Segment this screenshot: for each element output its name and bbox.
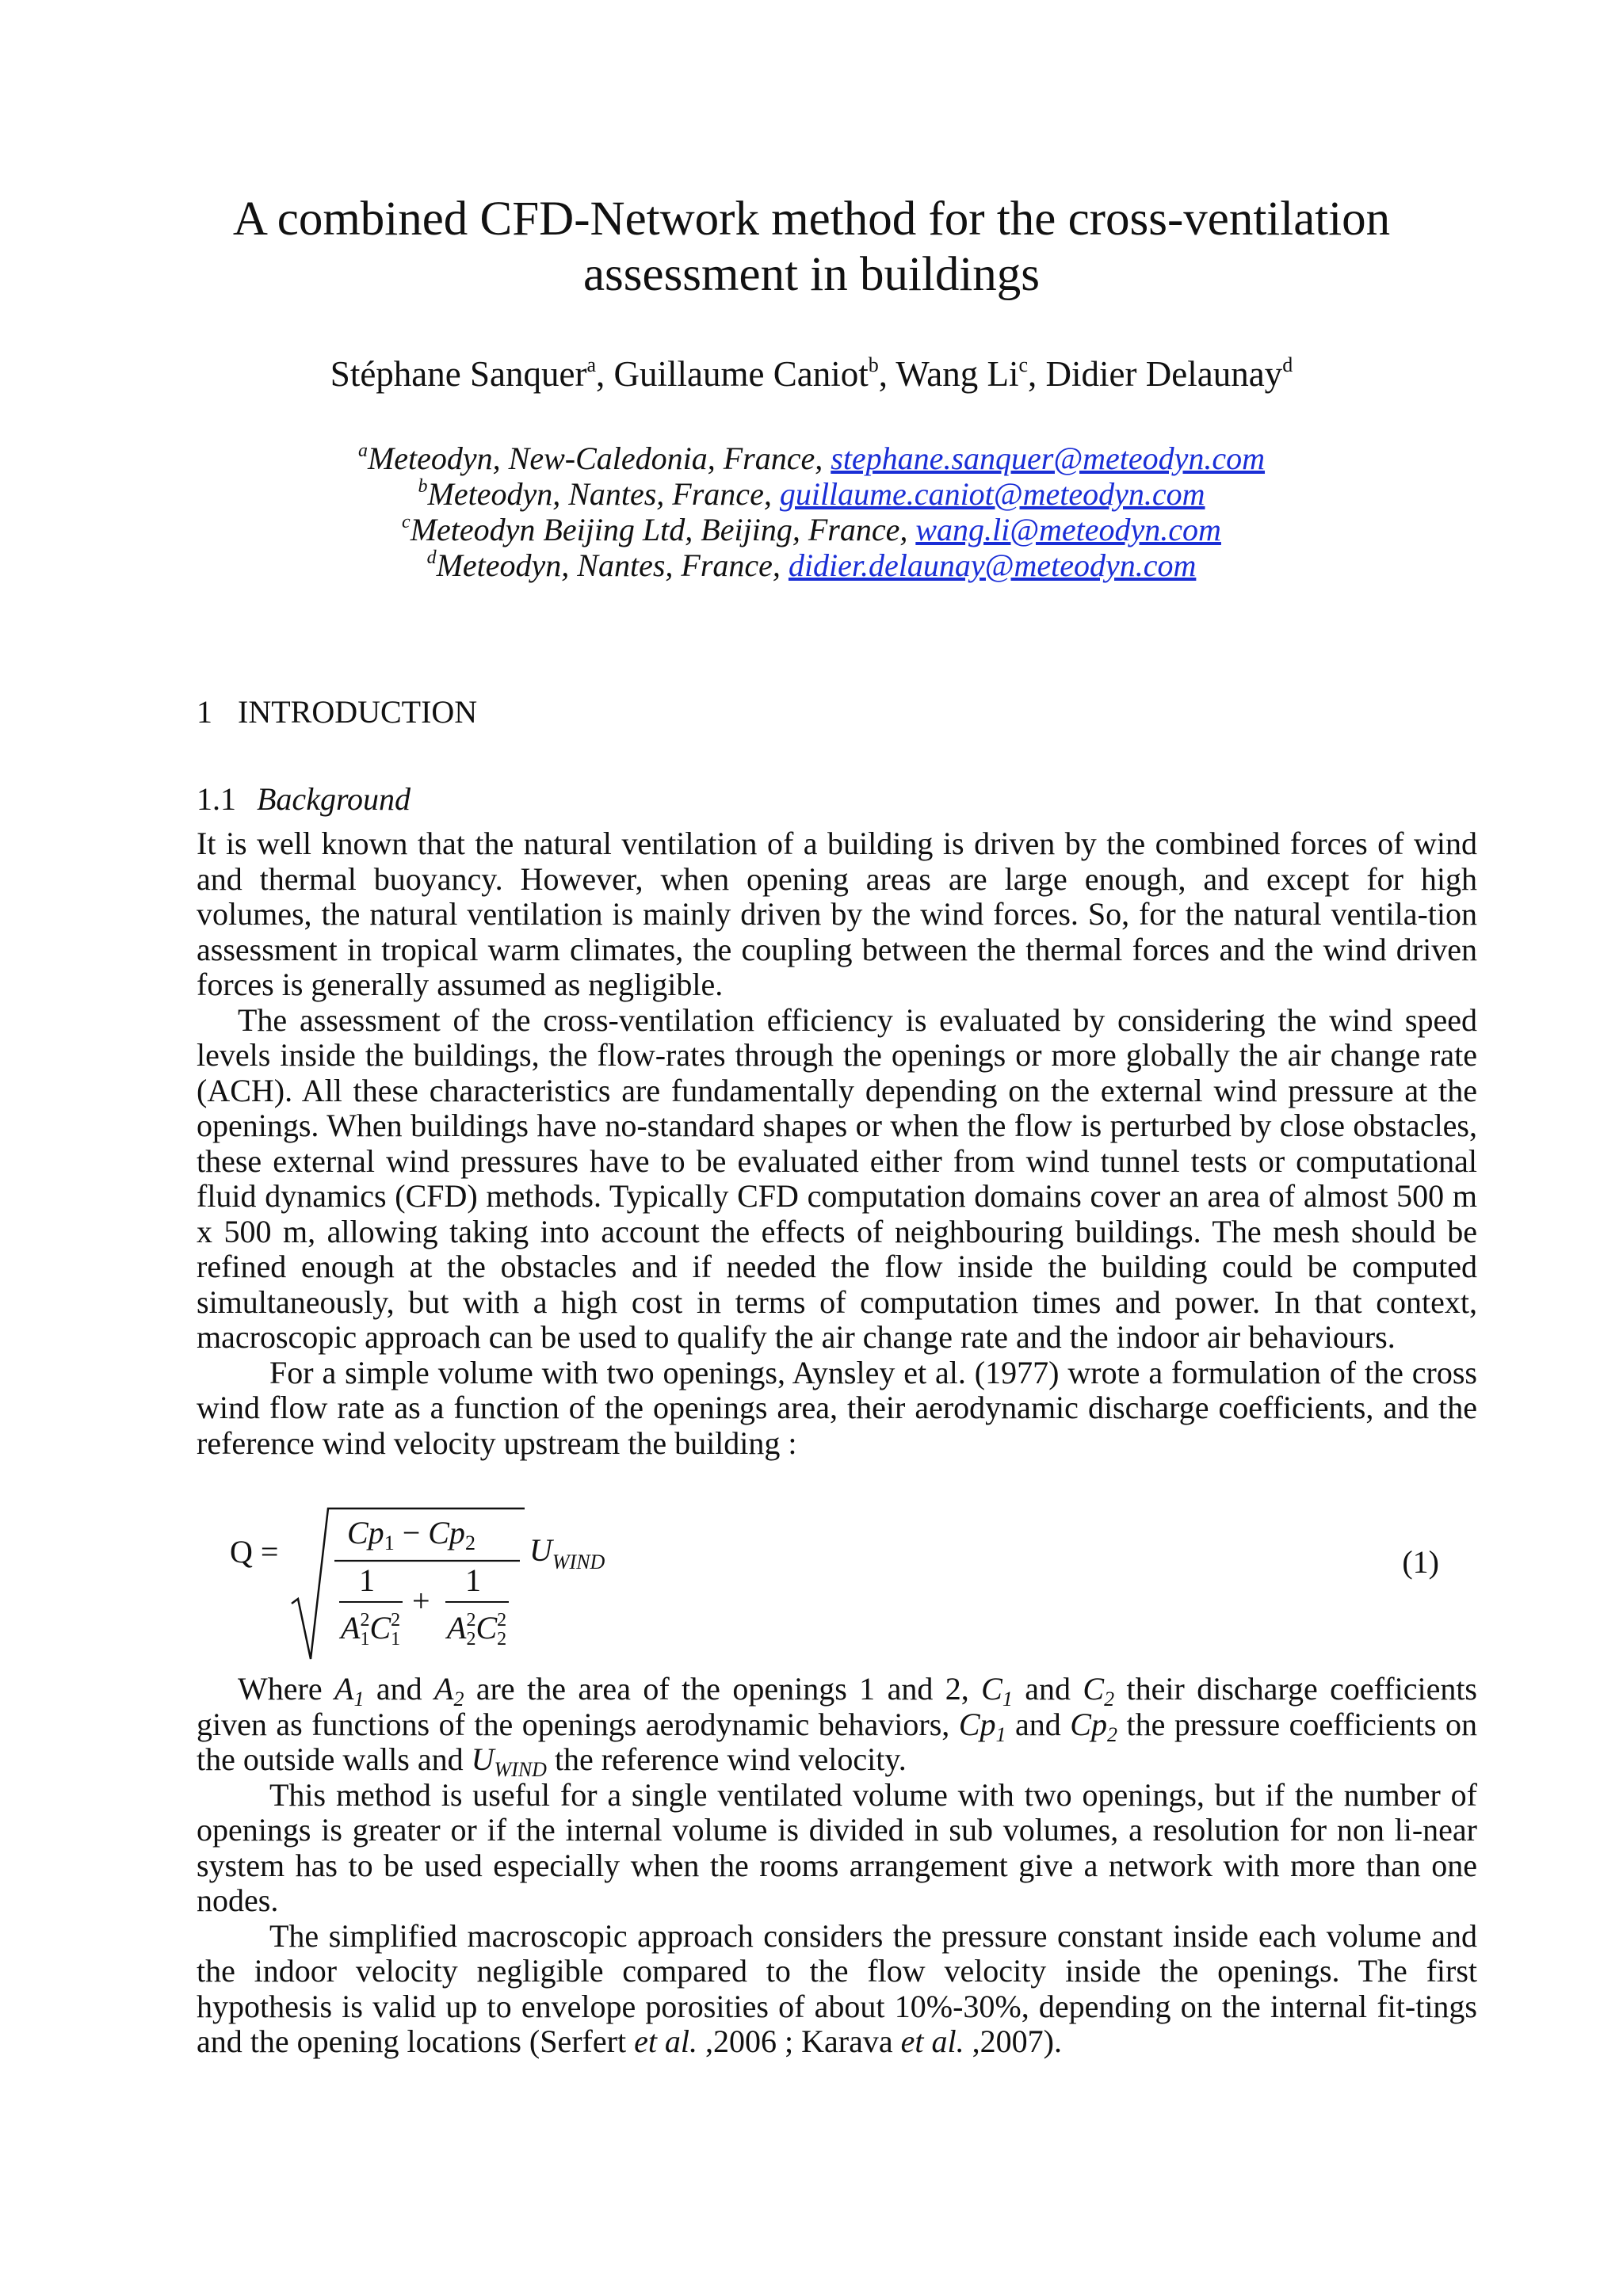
subsection-title: Background xyxy=(257,781,411,817)
affiliation-mark: a xyxy=(357,441,368,461)
author-name: Didier Delaunay xyxy=(1045,354,1283,394)
affiliation-line xyxy=(158,512,1465,547)
subsection-heading xyxy=(197,781,411,817)
eq-lhs: Q = xyxy=(230,1534,279,1569)
author-mark: a xyxy=(586,353,597,376)
author-separator: , xyxy=(1028,354,1046,394)
affiliation-mark: b xyxy=(418,476,428,497)
title-line-2: assessment in buildings xyxy=(582,248,1041,301)
affiliation-mark: d xyxy=(426,547,437,568)
paragraph-symbols: Where $A_1$ and $A_2$ are the area of the openings 1 and 2, $C_1$ and $C_2$ their discharge coefficients given as functions of the openings aerodynamic behaviors, $Cp_1$ and $Cp_2$ the pressure coefficients on the outside walls and $U_{WIND}$ the reference wind velocity. xyxy=(197,1671,1478,1781)
email-link[interactable]: guillaume.caniot@meteodyn.com xyxy=(779,476,1205,512)
eq-one-left: 1 xyxy=(359,1562,375,1598)
body-text-upper xyxy=(197,826,1477,1461)
eq-den-right: $A_22C_22$ xyxy=(447,1610,507,1650)
affiliation-text: Meteodyn, Nantes, France, xyxy=(436,547,789,583)
section-title: INTRODUCTION xyxy=(238,694,478,730)
author-mark: b xyxy=(868,353,879,376)
affiliation-line xyxy=(158,547,1465,583)
author-name: Guillaume Caniot xyxy=(613,354,869,394)
paper-title xyxy=(158,192,1465,303)
paragraph: For a simple volume with two openings, Aynsley et al. (1977) wrote a formulation of the cross wind flow rate as a function of the openings area, their aerodynamic discharge coefficients, and the reference wind velocity upstream the building : xyxy=(197,1354,1477,1461)
subsection-number: 1.1 xyxy=(197,781,236,817)
affiliation-text: Meteodyn Beijing Ltd, Beijing, France, xyxy=(410,512,916,547)
author-list xyxy=(158,353,1465,395)
affiliation-line xyxy=(158,441,1465,476)
author-name: Stéphane Sanquer xyxy=(330,354,587,394)
author-name: Wang Li xyxy=(896,354,1019,394)
email-link[interactable]: didier.delaunay@meteodyn.com xyxy=(788,547,1197,583)
paragraph: This method is useful for a single ventilated volume with two openings, but if the number of openings is greater or if the internal volume is divided in sub volumes, a resolution for non li-near system has to be used especially when the rooms arrangement give a network with more than one nodes. xyxy=(197,1776,1477,1918)
title-line-1: A combined CFD-Network method for the cross-ventilation xyxy=(232,193,1391,246)
affiliation-line xyxy=(158,476,1465,512)
affiliation-text: Meteodyn, New-Caledonia, France, xyxy=(367,441,831,476)
eq-one-right: 1 xyxy=(465,1562,481,1598)
body-text-lower xyxy=(197,1672,1477,2060)
email-link[interactable]: wang.li@meteodyn.com xyxy=(915,512,1221,547)
section-number: 1 xyxy=(197,694,212,730)
author-separator: , xyxy=(596,354,614,394)
affiliation-list xyxy=(158,441,1465,583)
eq-numerator: $Cp_1 - Cp_2$ xyxy=(347,1515,475,1554)
equation-formula xyxy=(230,1504,943,1662)
paragraph-citations: The simplified macroscopic approach considers the pressure constant inside each volume and the indoor velocity negligible compared to the flow velocity inside the openings. The first hypothesis is valid up to envelope porosities of about 10%-30%, depending on the internal fit-tings and the opening locations (Serfert et al. ,2006 ; Karava et al. ,2007). xyxy=(197,1917,1477,2059)
affiliation-text: Meteodyn, Nantes, France, xyxy=(427,476,780,512)
eq-wind-velocity: $U_{WIND}$ xyxy=(529,1532,605,1573)
author-separator: , xyxy=(878,354,896,394)
author-mark: d xyxy=(1282,353,1293,376)
section-heading xyxy=(197,694,477,730)
affiliation-mark: c xyxy=(402,512,411,532)
eq-den-left: $A_12C_12$ xyxy=(341,1610,401,1650)
email-link[interactable]: stephane.sanquer@meteodyn.com xyxy=(831,441,1266,476)
paragraph: The assessment of the cross-ventilation efficiency is evaluated by considering the wind speed levels inside the buildings, the flow-rates through the openings or more globally the air change rate (ACH). All these characteristics are fundamentally depending on the external wind pressure at the openings. When buildings have no-standard shapes or when the flow is perturbed by close obstacles, these external wind pressures have to be evaluated either from wind tunnel tests or computational fluid dynamics (CFD) methods. Typically CFD computation domains cover an area of almost 500 m x 500 m, allowing taking into account the effects of neighbouring buildings. The mesh should be refined enough at the obstacles and if needed the flow inside the building could be computed simultaneously, but with a high cost in terms of computation times and power. In that context, macroscopic approach can be used to qualify the air change rate and the indoor air behaviours. xyxy=(197,1001,1477,1355)
paragraph: It is well known that the natural ventilation of a building is driven by the combined forces of wind and thermal buoyancy. However, when opening areas are large enough, and except for high volumes, the natural ventilation is mainly driven by the wind forces. So, for the natural ventila-tion assessment in tropical warm climates, the coupling between the thermal forces and the wind driven forces is generally assumed as negligible. xyxy=(197,826,1477,1002)
author-mark: c xyxy=(1018,353,1029,376)
eq-plus: + xyxy=(412,1583,430,1619)
equation-1 xyxy=(230,1504,1477,1662)
equation-number: (1) xyxy=(1402,1544,1439,1580)
